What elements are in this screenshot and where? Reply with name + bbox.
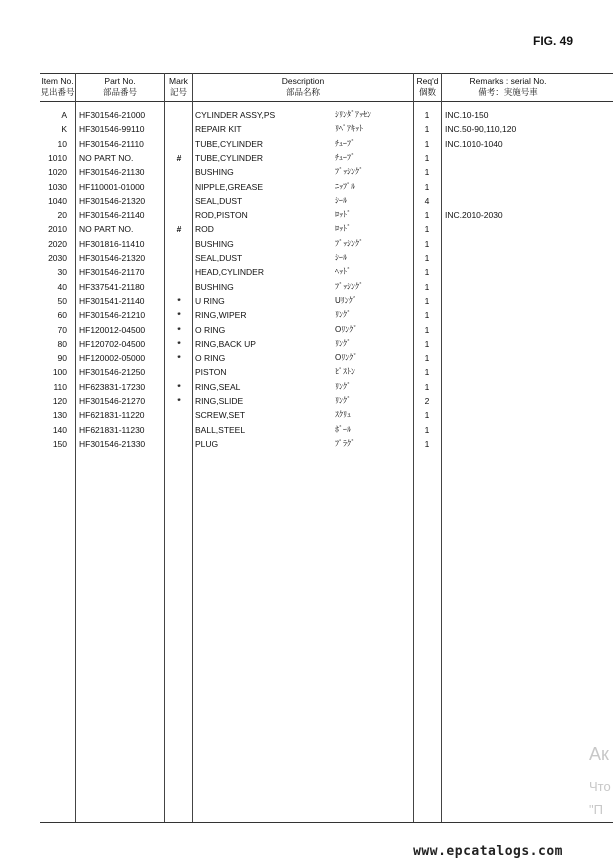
description: TUBE,CYLINDER [195, 138, 264, 149]
quantity: 1 [424, 267, 430, 278]
item-number: 1010 [48, 152, 67, 163]
item-number: A [61, 110, 67, 120]
header-qty-jp: 個数 [418, 87, 436, 97]
description: SEAL,DUST [195, 253, 243, 263]
part-number: HF301546-21270 [79, 396, 146, 406]
description-jp: ﾛｯﾄﾞ [335, 210, 351, 220]
part-number: HF623831-17230 [79, 381, 146, 392]
header-qty [414, 76, 441, 98]
quantity: 1 [424, 367, 430, 378]
part-number: HF301546-99110 [79, 124, 145, 135]
mark-symbol: * [177, 310, 181, 321]
mark-symbol: # [176, 224, 182, 235]
header-qty-en: Req'd [416, 76, 439, 86]
description-jp: ﾛｯﾄﾞ [335, 224, 351, 234]
item-number: K [61, 124, 67, 135]
remarks: INC.1010-1040 [445, 138, 503, 149]
part-number: HF301541-21140 [79, 295, 145, 306]
description: PISTON [195, 367, 227, 378]
item-number: 60 [57, 310, 67, 321]
item-number: 50 [57, 295, 67, 306]
header-part-no [76, 76, 164, 98]
quantity: 2 [424, 396, 430, 406]
item-number: 2020 [48, 238, 67, 249]
table-row [0, 265, 613, 279]
part-number: HF621831-11230 [79, 424, 145, 435]
item-number: 130 [52, 410, 67, 421]
description: RING,SEAL [195, 381, 241, 392]
site-url[interactable]: www.epcatalogs.com [413, 844, 563, 859]
remarks: INC.50-90,110,120 [445, 124, 517, 135]
item-number: 90 [57, 353, 67, 364]
table-row [0, 108, 613, 122]
item-number: 2030 [48, 253, 67, 263]
table-row [0, 194, 613, 208]
figure-label: FIG. 49 [532, 34, 573, 48]
quantity: 1 [424, 253, 430, 263]
header-item-no-jp: 見出番号 [40, 87, 75, 97]
description-jp: ﾘﾝｸﾞ [335, 310, 351, 320]
quantity: 1 [424, 410, 430, 421]
description-jp: ﾁｭｰﾌﾞ [335, 138, 355, 148]
description: NIPPLE,GREASE [195, 181, 264, 192]
description: HEAD,CYLINDER [195, 267, 264, 278]
quantity: 1 [424, 281, 430, 292]
item-number: 120 [52, 396, 67, 406]
quantity: 1 [424, 338, 430, 349]
mark-symbol: # [176, 152, 182, 163]
quantity: 1 [424, 438, 430, 449]
mark-symbol: * [177, 338, 181, 349]
table-row [0, 337, 613, 351]
description-jp: ﾋﾟｽﾄﾝ [335, 367, 355, 377]
description: O RING [195, 324, 226, 335]
top-rule [40, 73, 613, 74]
quantity: 1 [424, 224, 430, 235]
header-mark-jp: 記号 [169, 87, 187, 97]
quantity: 1 [424, 167, 430, 178]
description-jp: ﾌﾞｯｼﾝｸﾞ [335, 167, 363, 177]
description: SCREW,SET [195, 410, 246, 421]
description: RING,SLIDE [195, 396, 244, 406]
description-jp: ﾌﾞｯｼﾝｸﾞ [335, 281, 363, 291]
watermark-text: "П [589, 802, 603, 817]
table-row [0, 394, 613, 408]
part-number: HF301546-21170 [79, 267, 145, 278]
item-number: 140 [52, 424, 67, 435]
item-number: 30 [57, 267, 67, 278]
header-item-no-en: Item No. [41, 76, 74, 86]
description-jp: ｽｸﾘｭ [335, 410, 351, 420]
part-number: HF301546-21110 [79, 138, 144, 149]
mark-symbol: * [177, 353, 181, 364]
table-row [0, 380, 613, 394]
description-jp: ｼｰﾙ [335, 195, 347, 205]
table-row [0, 222, 613, 236]
header-remarks [442, 76, 574, 98]
part-number: HF301546-21330 [79, 438, 146, 449]
description: REPAIR KIT [195, 124, 242, 135]
description: ROD [195, 224, 214, 235]
description: PLUG [195, 438, 219, 449]
part-number: HF301546-21320 [79, 195, 146, 206]
quantity: 1 [424, 353, 430, 364]
description-jp: Oﾘﾝｸﾞ [335, 353, 358, 363]
header-description-jp: 部品名称 [285, 87, 320, 97]
header-description [193, 76, 413, 98]
part-number: HF120002-05000 [79, 353, 146, 364]
quantity: 1 [424, 310, 430, 321]
quantity: 1 [424, 124, 430, 135]
part-number: HF337541-21180 [79, 281, 145, 292]
description: O RING [195, 353, 226, 364]
quantity: 1 [424, 424, 430, 435]
description-jp: Uﾘﾝｸﾞ [335, 295, 357, 305]
part-number: HF621831-11220 [79, 410, 145, 421]
item-number: 1020 [48, 167, 67, 178]
header-mark [165, 76, 192, 98]
remarks: INC.10-150 [445, 110, 489, 120]
item-number: 100 [52, 367, 67, 378]
mark-symbol: * [177, 396, 181, 406]
part-number: HF301816-11410 [79, 238, 145, 249]
item-number: 70 [57, 324, 67, 335]
quantity: 1 [424, 152, 430, 163]
mark-symbol: * [177, 295, 181, 306]
description: CYLINDER ASSY,PS [195, 110, 276, 120]
item-number: 20 [57, 210, 67, 221]
part-number: HF301546-21320 [79, 253, 146, 263]
quantity: 1 [424, 324, 430, 335]
part-number: HF301546-21130 [79, 167, 145, 178]
mark-symbol: * [177, 324, 181, 335]
table-row [0, 351, 613, 365]
description-jp: ｼﾘﾝﾀﾞｱｯｾﾝ [335, 110, 371, 119]
bottom-rule [40, 822, 613, 823]
quantity: 1 [424, 295, 430, 306]
part-number: HF120702-04500 [79, 338, 146, 349]
table-row [0, 122, 613, 136]
description-jp: ﾌﾟﾗｸﾞ [335, 438, 355, 448]
header-rule [40, 101, 613, 102]
header-mark-en: Mark [169, 76, 188, 86]
description: BUSHING [195, 238, 234, 249]
part-number: HF301546-21000 [79, 110, 146, 120]
table-row [0, 237, 613, 251]
table-row [0, 137, 613, 151]
table-row [0, 323, 613, 337]
part-number: HF301546-21140 [79, 210, 145, 221]
table-row [0, 208, 613, 222]
description-jp: ﾘﾝｸﾞ [335, 338, 351, 348]
item-number: 1030 [48, 181, 67, 192]
item-number: 10 [57, 138, 67, 149]
remarks: INC.2010-2030 [445, 210, 503, 221]
table-row [0, 437, 613, 451]
item-number: 80 [57, 338, 67, 349]
description-jp: ﾌﾞｯｼﾝｸﾞ [335, 238, 363, 248]
part-number: HF301546-21210 [79, 310, 146, 321]
header-remarks-en: Remarks : serial No. [469, 76, 547, 86]
quantity: 1 [424, 181, 430, 192]
description: BALL,STEEL [195, 424, 246, 435]
quantity: 1 [424, 110, 430, 120]
item-number: 1040 [48, 195, 67, 206]
table-row [0, 151, 613, 165]
header-part-no-jp: 部品番号 [102, 87, 137, 97]
part-number: HF301546-21250 [79, 367, 146, 378]
table-row [0, 423, 613, 437]
part-number: HF120012-04500 [79, 324, 146, 335]
description: ROD,PISTON [195, 210, 248, 221]
table-row [0, 294, 613, 308]
description-jp: ﾎﾞｰﾙ [335, 424, 351, 434]
item-number: 40 [57, 281, 67, 292]
description: SEAL,DUST [195, 195, 243, 206]
description: BUSHING [195, 281, 234, 292]
header-description-en: Description [281, 76, 325, 86]
table-row [0, 280, 613, 294]
description: TUBE,CYLINDER [195, 152, 264, 163]
watermark-text: Ак [589, 744, 609, 764]
header-remarks-jp: 備考：実施号車 [478, 87, 538, 97]
quantity: 1 [424, 138, 430, 149]
description-jp: ﾆｯﾌﾟﾙ [335, 181, 355, 191]
description-jp: ｼｰﾙ [335, 253, 347, 262]
table-row [0, 165, 613, 179]
table-row [0, 180, 613, 194]
watermark-text: Что [589, 779, 611, 794]
item-number: 2010 [48, 224, 67, 235]
description: BUSHING [195, 167, 234, 178]
description: RING,BACK UP [195, 338, 256, 349]
description: U RING [195, 295, 225, 306]
header-item-no [40, 76, 75, 98]
part-number: HF110001-01000 [79, 181, 145, 192]
item-number: 150 [52, 438, 67, 449]
item-number: 110 [53, 381, 67, 392]
table-row [0, 251, 613, 265]
description-jp: ﾘﾍﾟｱｷｯﾄ [335, 124, 363, 134]
description-jp: ﾘﾝｸﾞ [335, 396, 351, 405]
quantity: 1 [424, 381, 430, 392]
table-row [0, 308, 613, 322]
part-number: NO PART NO. [79, 152, 134, 163]
header-part-no-en: Part No. [104, 76, 136, 86]
mark-symbol: * [177, 381, 181, 392]
description: RING,WIPER [195, 310, 247, 321]
quantity: 4 [424, 195, 430, 206]
quantity: 1 [424, 210, 430, 221]
table-row [0, 408, 613, 422]
description-jp: Oﾘﾝｸﾞ [335, 324, 358, 334]
description-jp: ﾘﾝｸﾞ [335, 381, 351, 391]
description-jp: ﾁｭｰﾌﾞ [335, 152, 355, 162]
description-jp: ﾍｯﾄﾞ [335, 267, 351, 277]
part-number: NO PART NO. [79, 224, 134, 235]
table-row [0, 365, 613, 379]
quantity: 1 [424, 238, 430, 249]
